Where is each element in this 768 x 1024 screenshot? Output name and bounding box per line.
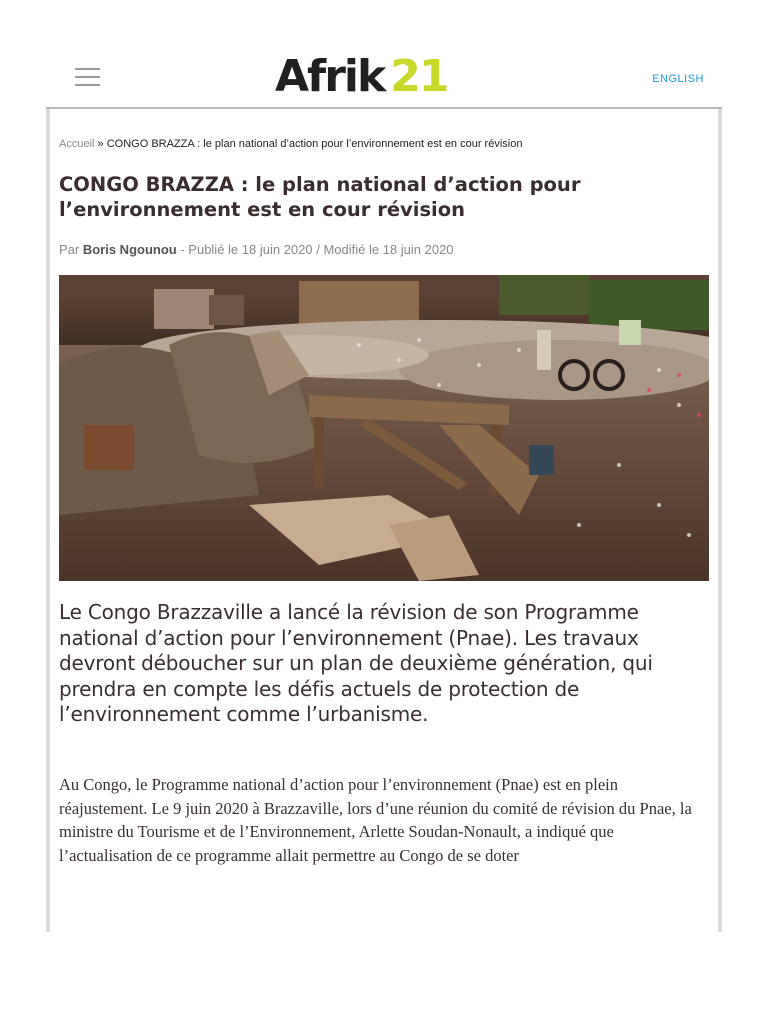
menu-line bbox=[75, 68, 100, 70]
byline-prefix: Par bbox=[59, 242, 83, 257]
logo-text-afrik: Afrik bbox=[275, 51, 385, 102]
article-body: Au Congo, le Programme national d’action pour l’environnement (Pnae) est en plein réajustement. Le 9 juin 2020 à Brazzaville, lors d’une réunion du comité de révision du Pnae, la ministre du Tourisme et de l’Environnement, Arlette Soudan-Nonault, a indiqué que l’actualisation de ce programme allait permettre au Congo de se doter bbox=[59, 775, 692, 865]
site-logo[interactable] bbox=[275, 51, 448, 102]
dump-site-photo bbox=[59, 275, 709, 581]
language-switch-link[interactable]: ENGLISH bbox=[652, 73, 704, 85]
logo-text-21: 21 bbox=[390, 51, 448, 102]
menu-line bbox=[75, 84, 100, 86]
left-border bbox=[46, 109, 50, 932]
article-lead: Le Congo Brazzaville a lancé la révision de son Programme national d’action pour l’environnement (Pnae). Les travaux devront déboucher sur un plan de deuxième génération, qui prendra en compte les défis actuels de protection de l’environnement comme l’urbanisme. bbox=[59, 600, 653, 726]
article-byline bbox=[59, 242, 709, 257]
site-header bbox=[46, 40, 722, 109]
right-border bbox=[718, 109, 722, 932]
byline-dates: - Publié le 18 juin 2020 / Modifié le 18 juin 2020 bbox=[176, 242, 454, 257]
breadcrumb-current: CONGO BRAZZA : le plan national d’action pour l’environnement est en cour révision bbox=[106, 138, 523, 150]
breadcrumb-home-link[interactable]: Accueil bbox=[59, 138, 95, 150]
author-link[interactable]: Boris Ngounou bbox=[82, 242, 177, 257]
menu-line bbox=[75, 76, 100, 78]
breadcrumb-separator: » bbox=[94, 138, 107, 150]
menu-icon[interactable] bbox=[75, 68, 100, 88]
article-title: CONGO BRAZZA : le plan national d’action pour l’environnement est en cour révision bbox=[59, 173, 581, 221]
breadcrumb bbox=[59, 138, 709, 150]
article-photo bbox=[59, 275, 709, 581]
page-frame bbox=[46, 40, 722, 932]
